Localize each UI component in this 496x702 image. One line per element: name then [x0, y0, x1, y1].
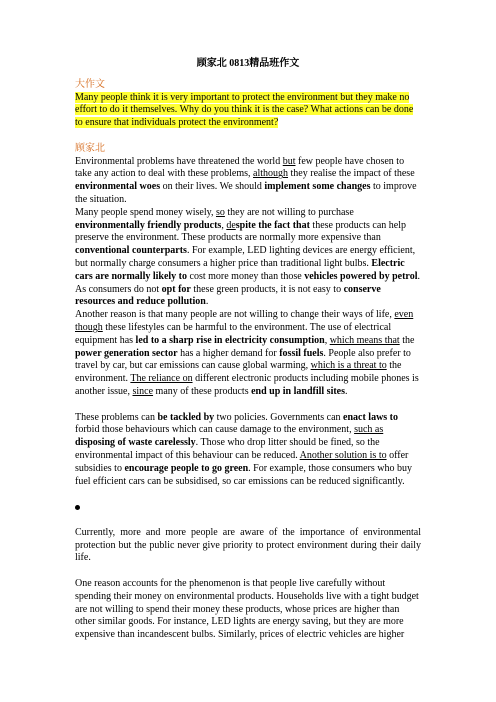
text-run: the	[399, 334, 415, 346]
text-run: . Those who drop litter should be fined, so the environmental impact of this behaviour can be reduced.	[75, 437, 380, 461]
bold-phrase: encourage people to go green	[124, 462, 249, 474]
text-run: has a higher demand for	[177, 347, 280, 359]
essay-part-one	[75, 156, 421, 399]
essay-paragraph	[75, 207, 421, 309]
bold-phrase: environmental woes	[75, 181, 161, 193]
author-label: 顾家北	[75, 142, 105, 154]
text-run: ,	[221, 219, 227, 231]
bold-phrase: opt for	[161, 283, 191, 295]
underlined-phrase: The reliance on	[130, 373, 193, 385]
bold-phrase: disposing of waste carelessly	[75, 437, 196, 449]
question-text: Many people think it is very important to protect the environment but they make no effort to do it themselves. Why do you think it is the case? What actions can be done to ensure that individuals protect the environment?	[75, 91, 414, 129]
text-run: .	[345, 385, 348, 397]
text-run: these products can help preserve the environment. These products are normally more expensive than	[75, 219, 407, 244]
bold-phrase: end up in landfill sites	[251, 385, 346, 397]
bold-phrase: led to a sharp rise in electricity consumption	[135, 334, 325, 346]
text-run: .	[205, 296, 209, 308]
text-run: forbid those behaviours which can cause damage to the environment,	[75, 424, 355, 436]
underlined-phrase: which is a threat to	[310, 360, 387, 372]
text-run: These problems can	[75, 411, 158, 423]
bold-phrase: conventional counterparts	[75, 245, 187, 257]
spacer	[75, 399, 421, 412]
text-run: Many people spend money wisely,	[75, 206, 216, 218]
essay-part-two	[75, 412, 421, 489]
text-run: offer subsidies to	[75, 449, 409, 474]
bold-phrase: enact laws to	[343, 411, 399, 423]
essay-paragraph	[75, 309, 421, 399]
bold-phrase: be tackled by	[157, 411, 215, 423]
spacer	[75, 488, 421, 501]
text-run: on their lives. We should	[160, 181, 265, 193]
bold-phrase: environmentally friendly products	[75, 219, 222, 231]
text-run: many of these products	[153, 385, 252, 397]
spacer	[75, 565, 421, 578]
bold-phrase: conserve resources and reduce pollution	[75, 283, 381, 308]
spacer	[75, 514, 421, 527]
underlined-phrase: so	[216, 206, 225, 218]
essay-two-body: One reason accounts for the phenomenon is that people live carefully without spending their money on environmental products. Households live with a tight budget are not willing to spend their money these products, whose prices are higher than other similar goods. For instance, LED lights are energy saving, but they are more expensive than incandescent bulbs. Similarly, prices of electric vehicles are higher	[75, 578, 419, 641]
document-content	[75, 58, 421, 642]
underlined-phrase: since	[132, 385, 154, 397]
text-run: ,	[324, 334, 330, 346]
underlined-phrase: Another solution is to	[299, 449, 387, 461]
text-run: these green products, it is not easy to	[190, 283, 344, 295]
text-run: few people have chosen to take any action to deal with these problems,	[75, 155, 405, 180]
underlined-phrase: which means that	[329, 334, 400, 346]
text-run: cost more money than those	[187, 270, 305, 282]
task-label: 大作文	[75, 78, 105, 90]
text-run: . For example, those consumers who buy fuel efficient cars can be subsidised, so car emissions can be reduced significantly.	[75, 462, 413, 487]
text-run: Another reason is that many people are not willing to change their ways of life,	[75, 309, 395, 321]
document-title: 顾家北 0813精品班作文	[196, 58, 300, 69]
bold-phrase: implement some changes	[264, 181, 371, 193]
text-run: they are not willing to purchase	[224, 206, 354, 218]
bold-phrase: Electric cars are normally likely to	[75, 257, 405, 282]
text-run: they realise the impact of these	[288, 168, 415, 180]
text-run: Environmental problems have threatened the world	[75, 155, 283, 167]
bold-phrase: fossil fuels	[279, 347, 324, 359]
question-paragraph	[75, 92, 421, 130]
text-run: two policies. Governments can	[214, 411, 344, 423]
underlined-phrase: but	[282, 155, 296, 167]
essay-two-intro: Currently, more and more people are aware of the importance of environmental protection but the public never give priority to protect environment during their daily life.	[75, 526, 421, 564]
text-run: . For example, LED lighting devices are energy efficient, but normally charge consumers a higher price than traditional light bulbs.	[75, 245, 416, 269]
bold-phrase: spite the fact that	[235, 219, 310, 231]
text-run: . People also prefer to travel by car, but car emissions can cause global warming,	[75, 347, 411, 372]
bullet-dot-icon	[75, 505, 80, 510]
text-run: these lifestyles can be harmful to the environment. The use of electrical equipment has	[75, 321, 392, 346]
bold-phrase: power generation sector	[75, 347, 178, 359]
text-run: to improve the situation.	[75, 181, 417, 205]
underlined-phrase: de	[226, 219, 236, 231]
spacer	[75, 130, 421, 143]
text-run: different electronic products including mobile phones is another issue,	[75, 373, 419, 397]
underlined-phrase: such as	[354, 424, 384, 436]
text-run: . As consumers do not	[75, 270, 420, 295]
essay-paragraph	[75, 156, 421, 207]
underlined-phrase: although	[253, 168, 289, 180]
underlined-phrase: even though	[75, 309, 414, 333]
text-run: the environment.	[75, 360, 402, 385]
bold-phrase: vehicles powered by petrol	[304, 270, 418, 282]
